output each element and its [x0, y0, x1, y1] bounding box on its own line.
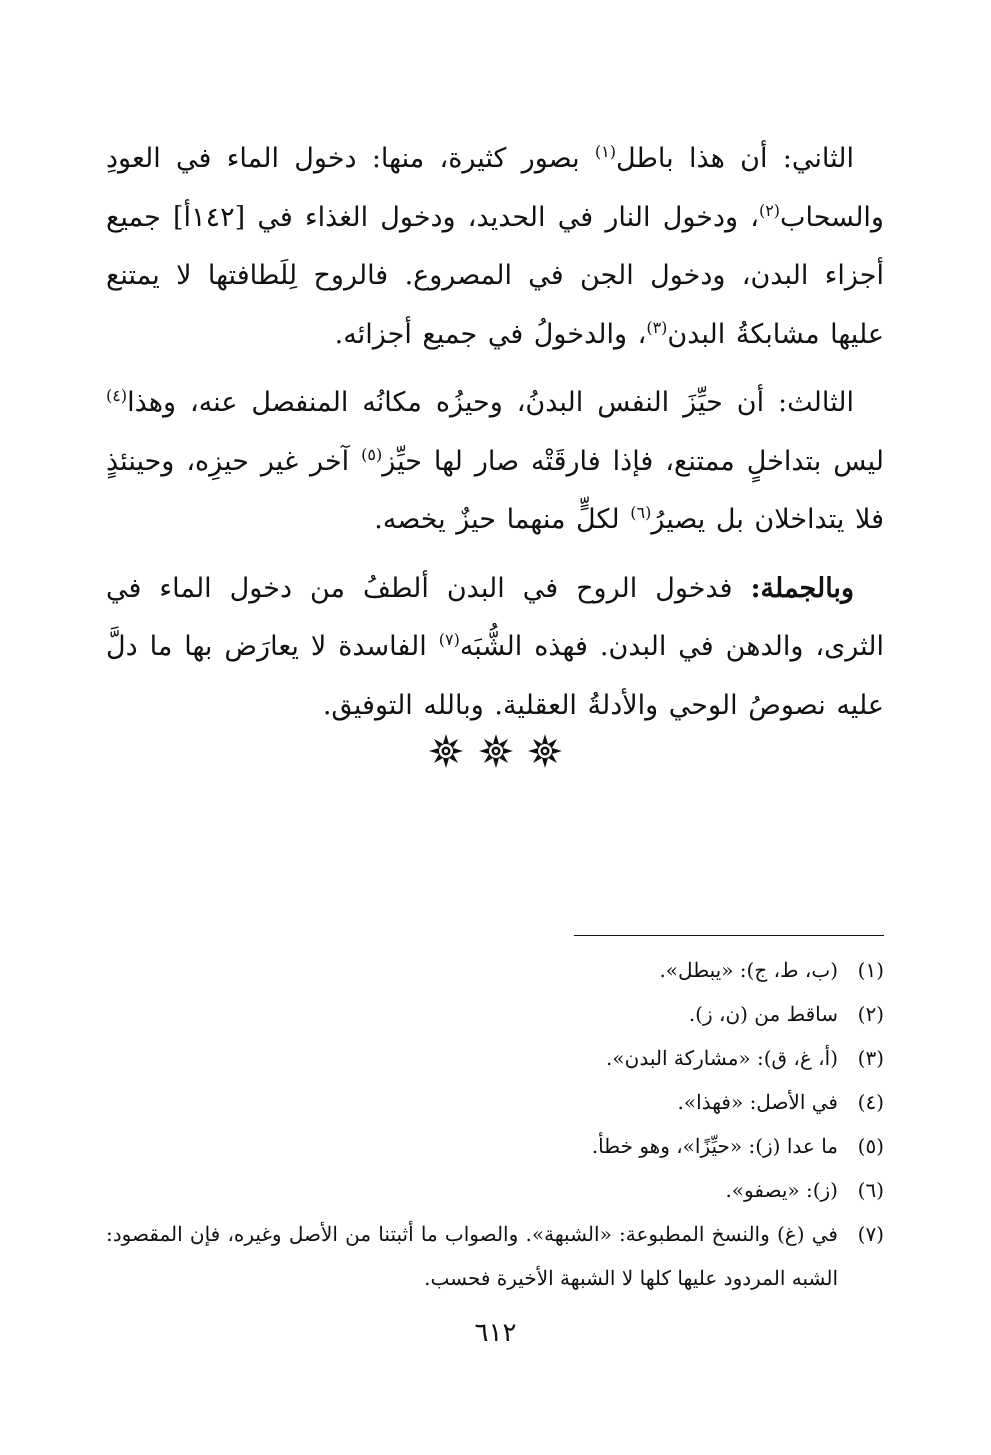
section-divider-ornaments [0, 733, 991, 769]
paragraph-summary [106, 560, 884, 736]
footnote-number: (٦) [857, 1178, 884, 1202]
footnote-number: (٤) [857, 1090, 884, 1114]
footnote-2 [106, 992, 884, 1036]
footnote-1 [106, 948, 884, 992]
footnote-ref-6[interactable]: (٦) [630, 503, 652, 522]
footnote-number: (٣) [857, 1046, 884, 1070]
footnote-number: (١) [857, 958, 884, 982]
text-run: الفاسدة لا يعارَض بها ما دلَّ عليه نصوصُ الوحي والأدلةُ العقلية. وبالله التوفيق. [106, 631, 884, 721]
footnote-text: ساقط من (ن، ز). [688, 1002, 838, 1026]
text-run: لكلٍّ منهما حيزٌ يخصه. [374, 504, 631, 535]
footnote-3 [106, 1036, 884, 1080]
paragraph-third-argument [106, 374, 884, 550]
page-number: ٦١٢ [474, 1318, 517, 1348]
eight-point-star-ornament-icon [428, 733, 464, 769]
footnote-4 [106, 1080, 884, 1124]
footnote-ref-7[interactable]: (٧) [438, 630, 460, 649]
summary-lead: وبالجملة: [750, 572, 854, 604]
footnote-ref-4[interactable]: (٤) [106, 386, 128, 405]
footnote-number: (٥) [857, 1134, 884, 1158]
footnote-text: في (غ) والنسخ المطبوعة: «الشبهة». والصواب ما أثبتنا من الأصل وغيره، فإن المقصود: الشبه المردود عليها كلها لا الشبهة الأخيرة فحسب. [106, 1222, 838, 1290]
text-run: ليس بتداخلٍ ممتنع، فإذا فارقَتْه صار لها حيِّز [382, 445, 884, 477]
paragraph-second-argument [106, 130, 884, 364]
footnote-ref-2[interactable]: (٢) [758, 200, 781, 220]
footnote-number: (٧) [857, 1222, 884, 1246]
footnotes [106, 948, 884, 1300]
footnote-ref-1[interactable]: (١) [594, 142, 616, 161]
text-run: ، ودخول النار في الحديد، ودخول الغذاء في [١٤٢أ] جميع أجزاء البدن، ودخول الجن في المصروع. فالروح لِلَطافتها لا يمتنع عليها مشابكةُ البدن [106, 201, 884, 350]
footnote-text: في الأصل: «فهذا». [677, 1090, 838, 1114]
footnote-ref-3[interactable]: (٣) [646, 317, 668, 337]
text-run: بصور كثيرة، منها: دخول الماء في العودِ والسحاب [106, 143, 884, 233]
footnote-number: (٢) [857, 1002, 884, 1026]
footnote-text: ما عدا (ز): «حيِّزًا»، وهو خطأ. [591, 1134, 838, 1158]
text-run: ، والدخولُ في جميع أجزائه. [334, 318, 647, 350]
footnote-text: (أ، غ، ق): «مشاركة البدن». [606, 1046, 838, 1070]
text-run: فدخول الروح في البدن ألطفُ من دخول الماء في الثرى، والدهن في البدن. فهذه الشُّبَه [106, 572, 884, 662]
footnote-separator [574, 935, 884, 936]
main-text [106, 130, 884, 745]
text-run: الثالث: أن حيِّزَ النفس البدنُ، وحيزُه مكانُه المنفصل عنه، وهذا [127, 387, 854, 418]
text-run: الثاني: أن هذا باطل [615, 143, 854, 174]
footnote-text: (ب، ط، ج): «يبطل». [659, 958, 838, 982]
eight-point-star-ornament-icon [478, 733, 514, 769]
footnote-ref-5[interactable]: (٥) [361, 444, 383, 464]
footnote-6 [106, 1168, 884, 1212]
footnote-7 [106, 1212, 884, 1300]
footnote-5 [106, 1124, 884, 1168]
eight-point-star-ornament-icon [527, 733, 563, 769]
footnote-text: (ز): «يصفو». [725, 1178, 838, 1202]
text-run: آخر غير حيزِه، وحينئذٍ فلا يتداخلان بل يصيرُ [106, 445, 884, 535]
